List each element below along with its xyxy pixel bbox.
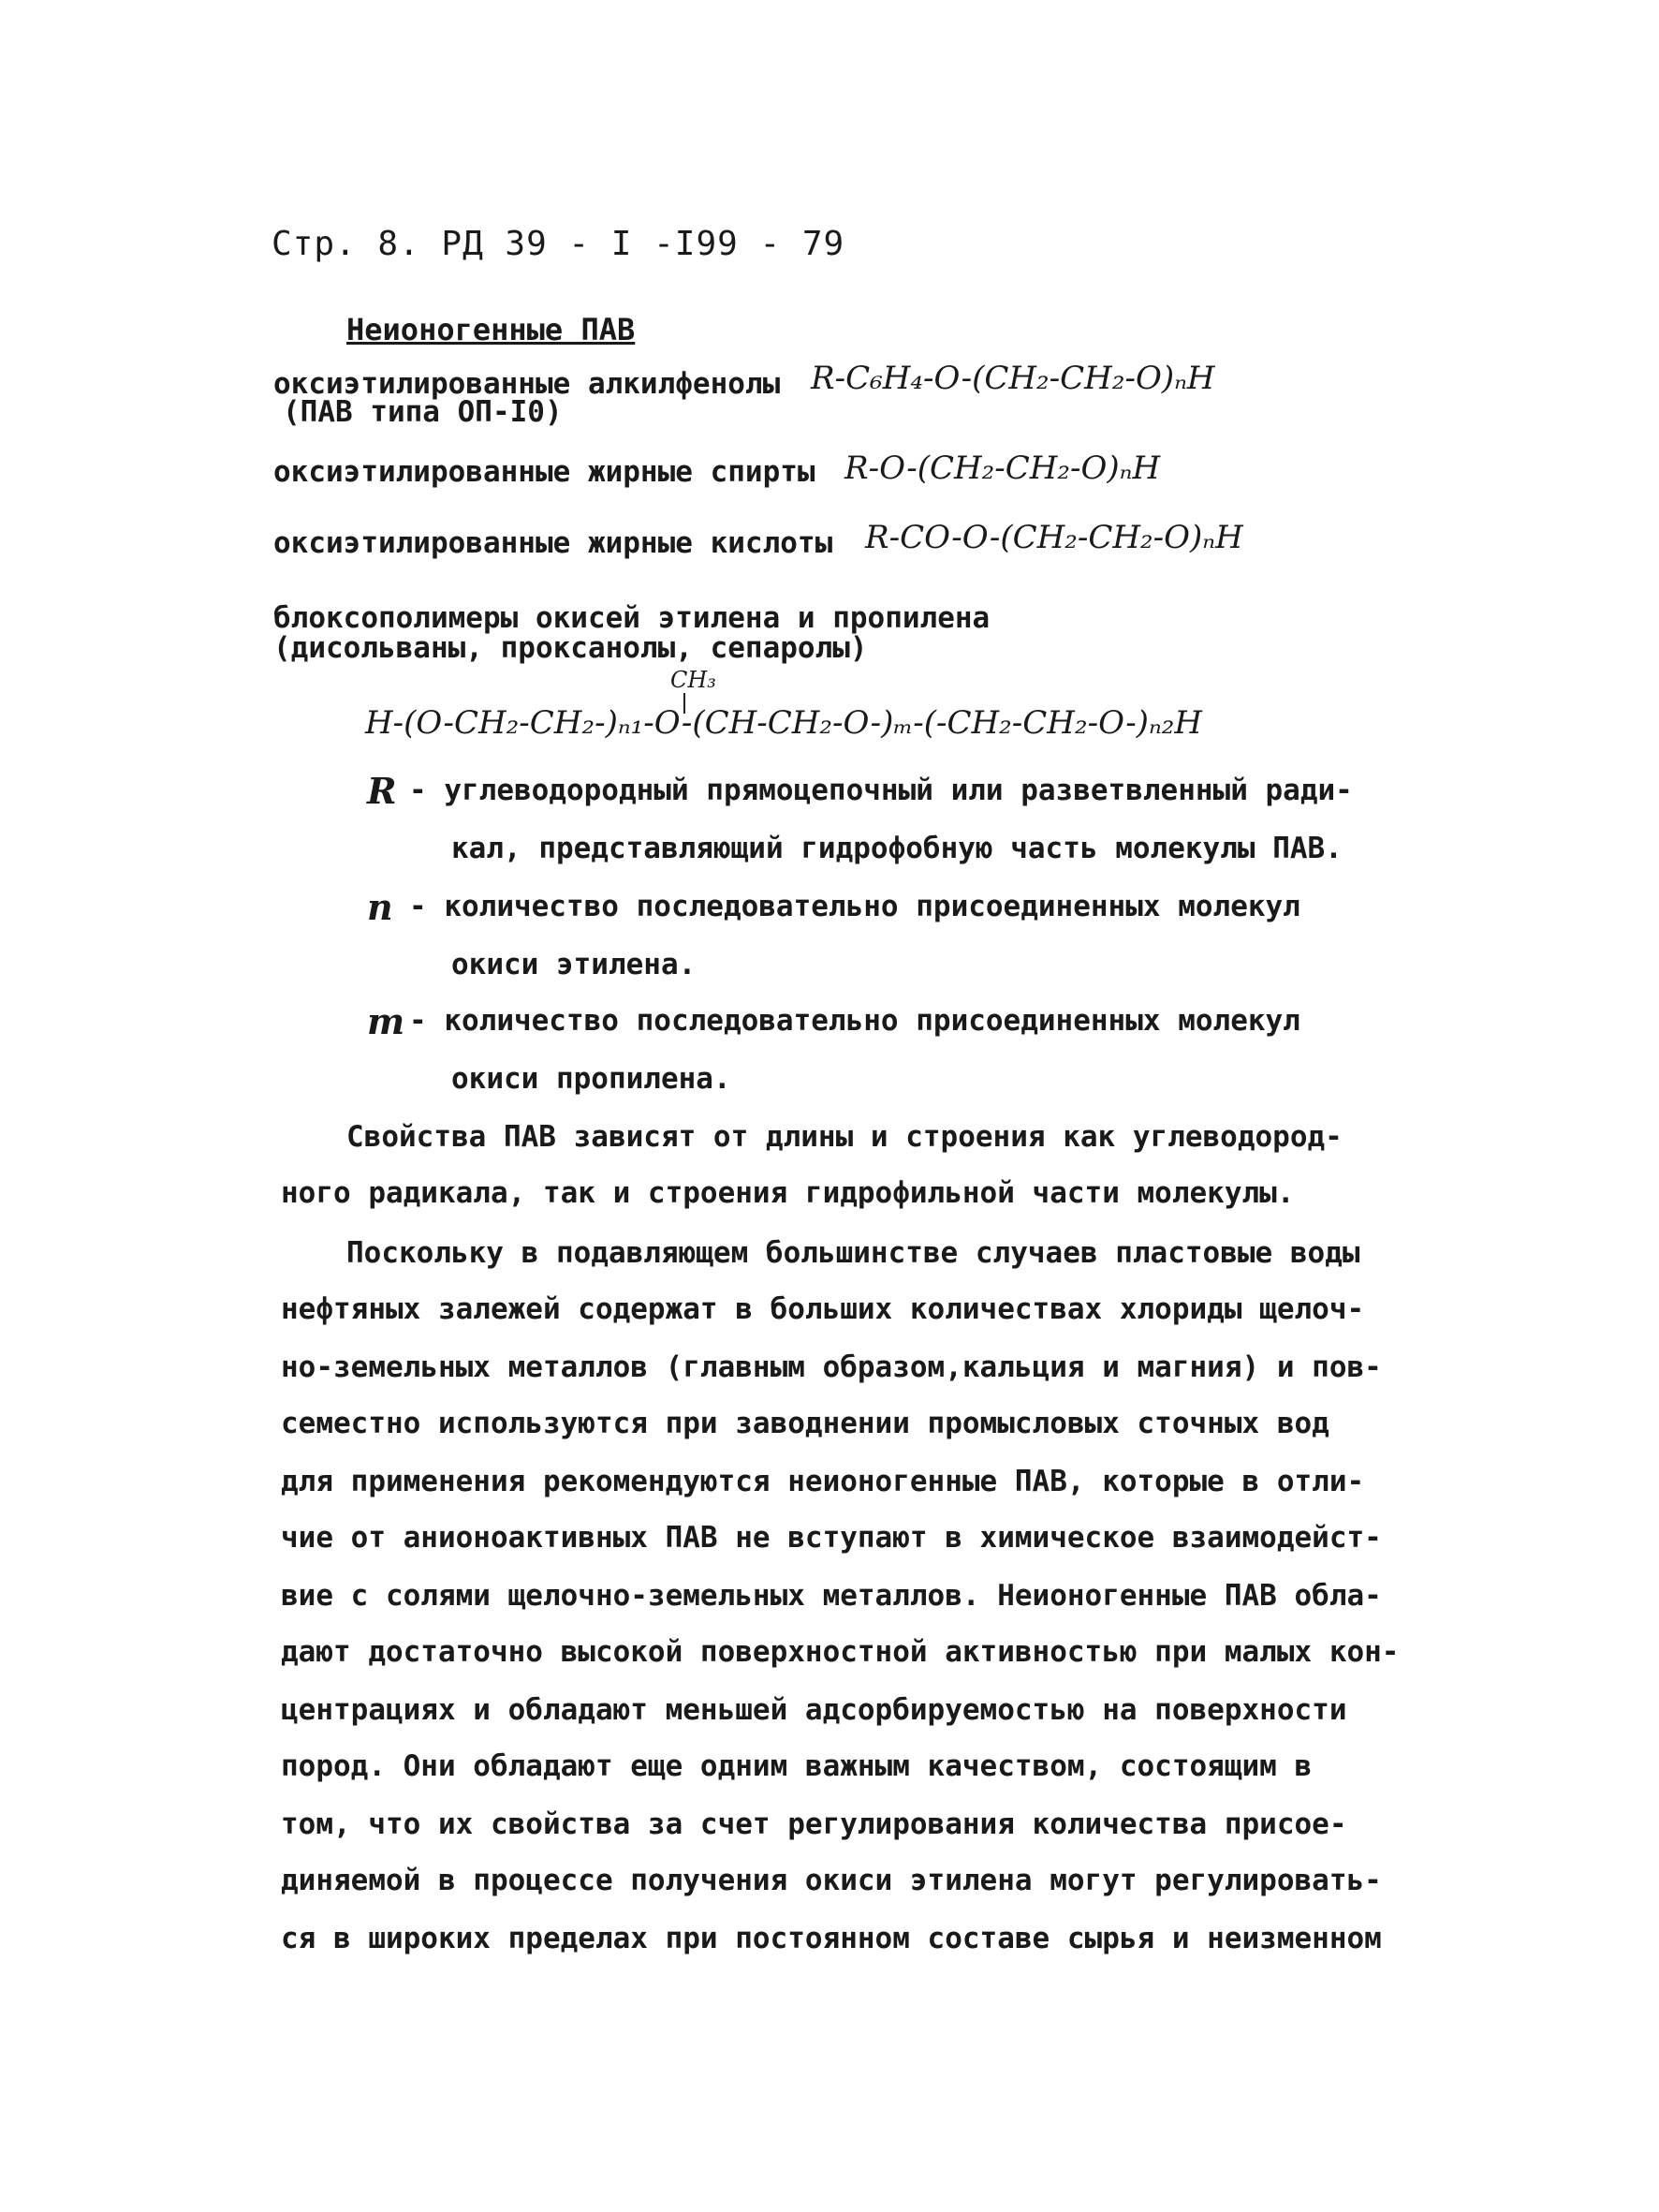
paragraph2-line: нефтяных залежей содержат в больших количествах хлориды щелоч- — [281, 1292, 1365, 1326]
legend-symbol-m: m — [367, 1000, 405, 1042]
paragraph2-line: пород. Они обладают еще одним важным качеством, состоящим в — [281, 1749, 1313, 1783]
paragraph2-line: Поскольку в подавляющем большинстве случаев пластовые воды — [346, 1236, 1360, 1270]
item-label: оксиэтилированные алкилфенолы — [273, 367, 781, 401]
item-note: (ПАВ типа ОП-I0) — [283, 395, 563, 429]
legend-symbol-n: n — [367, 886, 393, 928]
legend-n-line2: окиси этилена. — [451, 948, 697, 981]
item-label: оксиэтилированные жирные спирты — [273, 455, 815, 489]
paragraph2-line: диняемой в процессе получения окиси этилена могут регулировать- — [281, 1864, 1382, 1897]
page-header: Стр. 8. РД 39 - I -I99 - 79 — [272, 225, 845, 263]
item-fatty-acids — [273, 526, 832, 560]
paragraph2-line: ся в широких пределах при постоянном составе сырья и неизменном — [281, 1922, 1382, 1955]
formula-fatty-acids: R-CO-O-(CH₂-CH₂-O)ₙH — [865, 519, 1243, 556]
ch3-substituent: CH₃ — [670, 667, 716, 693]
block-copolymers-line1: блоксополимеры окисей этилена и пропилена — [273, 601, 991, 635]
legend-n-line1: - количество последовательно присоединенных молекул — [409, 890, 1300, 923]
paragraph2-line: дают достаточно высокой поверхностной активностью при малых кон- — [281, 1635, 1400, 1669]
formula-fatty-alcohols: R-O-(CH₂-CH₂-O)ₙH — [844, 450, 1161, 487]
section-title: Неионогенные ПАВ — [346, 312, 636, 347]
formula-alkylphenols: R-C₆H₄-O-(CH₂-CH₂-O)ₙH — [811, 360, 1215, 397]
paragraph2-line: чие от анионоактивных ПАВ не вступают в химическое взаимодейст- — [281, 1521, 1382, 1555]
paragraph2-line: для применения рекомендуются неионогенные ПАВ, которые в отли- — [281, 1465, 1365, 1498]
block-copolymers-line2: (дисольваны, проксанолы, сепаролы) — [273, 631, 868, 665]
item-label: оксиэтилированные жирные кислоты — [273, 526, 833, 560]
legend-m-line2: окиси пропилена. — [451, 1062, 731, 1096]
legend-r-line2: кал, представляющий гидрофобную часть молекулы ПАВ. — [451, 832, 1343, 865]
item-fatty-alcohols — [273, 455, 815, 489]
paragraph2-line: центрациях и обладают меньшей адсорбируемостью на поверхности — [281, 1693, 1347, 1727]
legend-symbol-r: R — [367, 770, 397, 812]
formula-block-copolymer: H-(O-CH₂-CH₂-)ₙ₁-O-(CH-CH₂-O-)ₘ-(-CH₂-CH₂-O-)ₙ₂H — [365, 704, 1203, 742]
legend-m-line1: - количество последовательно присоединенных молекул — [409, 1004, 1300, 1038]
legend-r-line1: - углеводородный прямоцепочный или разветвленный ради- — [409, 774, 1353, 807]
paragraph2-line: семестно используются при заводнении промысловых сточных вод — [281, 1407, 1329, 1440]
paragraph1-line: ного радикала, так и строения гидрофильной части молекулы. — [281, 1176, 1295, 1210]
paragraph2-line: том, что их свойства за счет регулирования количества присое- — [281, 1807, 1347, 1841]
paragraph2-line: вие с солями щелочно-земельных металлов. Неионогенные ПАВ обла- — [281, 1579, 1382, 1613]
paragraph1-line: Свойства ПАВ зависят от длины и строения как углеводород- — [346, 1120, 1343, 1154]
paragraph2-line: но-земельных металлов (главным образом,кальция и магния) и пов- — [281, 1350, 1382, 1384]
